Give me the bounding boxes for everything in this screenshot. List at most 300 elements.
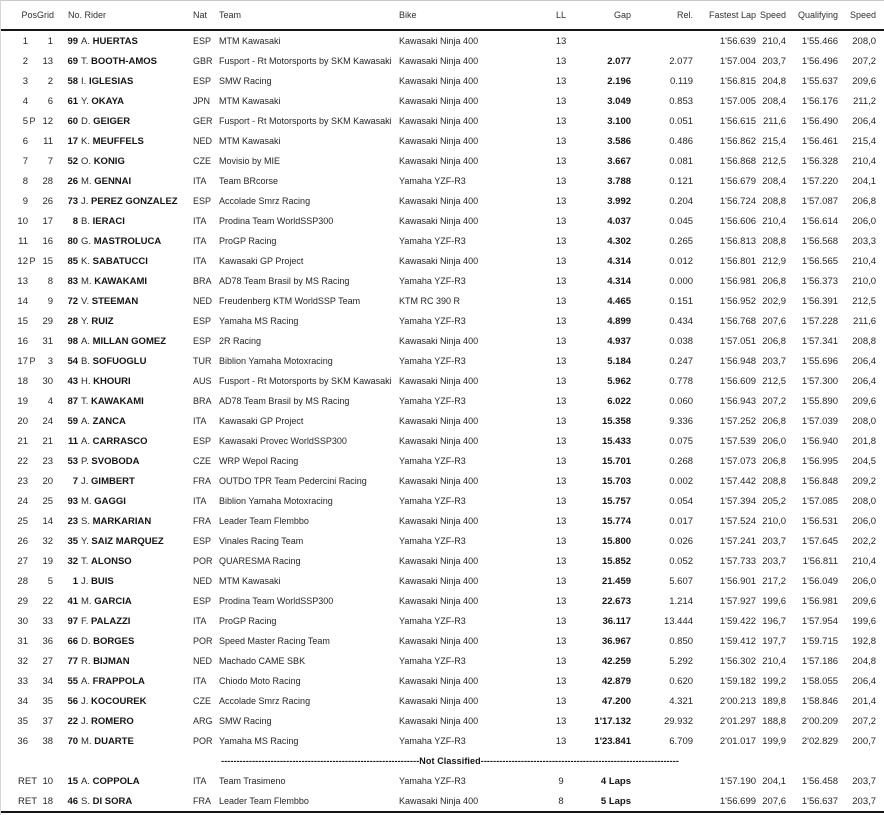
team-cell: Kawasaki GP Project (219, 256, 304, 266)
qualifying-speed-cell: 211,6 (852, 315, 877, 327)
rider-number-cell: 32 (67, 555, 79, 567)
grid-cell: 27 (42, 655, 54, 667)
rider-name-cell (78, 611, 193, 631)
nationality-cell: ITA (193, 776, 207, 786)
rider-surname: MILLAN GOMEZ (92, 335, 166, 347)
nationality-cell: BRA (193, 276, 212, 286)
gap-cell: 3.992 (607, 195, 632, 207)
grid-cell: 34 (42, 675, 54, 687)
qualifying-speed-cell: 210,0 (852, 275, 877, 287)
gap-cell: 2.077 (607, 55, 632, 67)
nationality-cell: ITA (193, 496, 207, 506)
penalty-flag-cell (28, 611, 37, 631)
margin-cell (876, 431, 884, 451)
fastest-lap-cell: 1'56.943 (719, 395, 757, 407)
fastest-lap-cell: 1'59.422 (719, 615, 757, 627)
team-cell: Chiodo Moto Racing (219, 676, 301, 686)
laps-cell: 13 (555, 375, 567, 387)
col-header-fastest-lap: Fastest Lap (709, 10, 757, 20)
rider-initial: T. (81, 395, 89, 407)
bike-cell: Kawasaki Ninja 400 (399, 696, 479, 706)
penalty-flag-cell (28, 331, 37, 351)
fastest-lap-cell: 1'59.182 (719, 675, 757, 687)
rider-surname: KHOURI (93, 375, 131, 387)
rel-cell: 2.077 (669, 55, 694, 67)
col-header-grid: Grid (37, 10, 55, 20)
grid-cell: 29 (42, 315, 54, 327)
rider-surname: ALONSO (91, 555, 132, 567)
margin-cell (876, 271, 884, 291)
qualifying-speed-cell: 206,4 (852, 355, 877, 367)
pos-cell: 34 (17, 695, 28, 707)
bike-cell: Kawasaki Ninja 400 (399, 436, 479, 446)
bike-cell: Kawasaki Ninja 400 (399, 196, 479, 206)
qualifying-speed-cell: 209,6 (852, 595, 877, 607)
qualifying-cell: 1'57.300 (801, 375, 839, 387)
rider-name-cell (78, 231, 193, 251)
laps-cell: 13 (555, 335, 567, 347)
laps-cell: 13 (555, 35, 567, 47)
not-classified-separator (1, 751, 884, 771)
pos-cell: 20 (17, 415, 28, 427)
nationality-cell: FRA (193, 796, 212, 806)
bike-cell: Yamaha YZF-R3 (399, 776, 466, 786)
table-row (1, 131, 884, 151)
pos-cell: 8 (22, 175, 28, 187)
team-cell: Machado CAME SBK (219, 656, 306, 666)
fastest-lap-cell: 1'57.190 (719, 775, 757, 787)
col-header-ll: LL (556, 10, 567, 20)
fastest-lap-cell: 1'56.679 (719, 175, 757, 187)
pos-cell: 27 (17, 555, 28, 567)
qualifying-speed-cell: 207,2 (852, 55, 877, 67)
qualifying-cell: 1'57.220 (801, 175, 839, 187)
pos-cell: 24 (17, 495, 28, 507)
results-table (1, 1, 884, 813)
rider-surname: PEREZ GONZALEZ (91, 195, 178, 207)
qualifying-cell: 1'56.981 (801, 595, 839, 607)
margin-cell (876, 631, 884, 651)
bike-cell: Kawasaki Ninja 400 (399, 336, 479, 346)
qualifying-cell: 1'57.954 (801, 615, 839, 627)
pos-cell: 11 (18, 235, 28, 247)
nationality-cell: ESP (193, 316, 212, 326)
penalty-flag-cell (28, 30, 37, 51)
bike-cell: Kawasaki Ninja 400 (399, 56, 479, 66)
bike-cell: Kawasaki Ninja 400 (399, 116, 479, 126)
qualifying-cell: 1'55.890 (801, 395, 839, 407)
table-row (1, 451, 884, 471)
qualifying-speed-cell: 209,2 (852, 475, 877, 487)
team-cell: SMW Racing (219, 716, 272, 726)
gap-cell: 15.701 (601, 455, 632, 467)
penalty-flag-cell (28, 211, 37, 231)
rel-cell: 0.051 (669, 115, 694, 127)
laps-cell: 13 (555, 515, 567, 527)
rider-name-cell (78, 651, 193, 671)
rel-cell (631, 30, 693, 51)
nationality-cell: BRA (193, 396, 212, 406)
fastest-lap-speed-cell: 199,9 (762, 735, 787, 747)
bike-cell: Kawasaki Ninja 400 (399, 556, 479, 566)
nationality-cell: POR (193, 556, 213, 566)
rider-number-cell: 23 (67, 515, 79, 527)
pos-cell: 15 (17, 315, 28, 327)
pos-cell: 1 (22, 35, 28, 47)
rider-name-cell (78, 111, 193, 131)
margin-cell (876, 571, 884, 591)
grid-cell: 35 (42, 695, 54, 707)
qualifying-speed-cell: 206,8 (852, 195, 877, 207)
gap-cell: 47.200 (601, 695, 632, 707)
penalty-flag-cell (28, 271, 37, 291)
qualifying-speed-cell: 208,8 (852, 335, 877, 347)
rider-initial: A. (81, 35, 90, 47)
fastest-lap-speed-cell: 208,8 (762, 475, 787, 487)
fastest-lap-cell: 1'56.813 (719, 235, 757, 247)
gap-cell: 4.037 (607, 215, 632, 227)
margin-cell (876, 371, 884, 391)
penalty-flag-cell (28, 151, 37, 171)
table-row (1, 671, 884, 691)
margin-cell (876, 651, 884, 671)
rider-initial: F. (81, 615, 89, 627)
pos-cell: 30 (17, 615, 28, 627)
grid-cell: 28 (42, 175, 54, 187)
nationality-cell: ESP (193, 436, 212, 446)
bike-cell: Kawasaki Ninja 400 (399, 416, 479, 426)
penalty-flag-cell (28, 491, 37, 511)
rel-cell: 0.434 (669, 315, 694, 327)
table-row (1, 431, 884, 451)
penalty-flag-cell (28, 471, 37, 491)
qualifying-speed-cell: 200,7 (852, 735, 877, 747)
penalty-flag-cell (28, 71, 37, 91)
retired-results (1, 771, 884, 812)
rider-name-cell (78, 91, 193, 111)
gap-cell: 4.899 (607, 315, 632, 327)
gap-cell: 15.433 (601, 435, 632, 447)
team-cell: Prodina Team WorldSSP300 (219, 216, 334, 226)
qualifying-cell: 1'57.186 (801, 655, 839, 667)
laps-cell: 13 (555, 155, 567, 167)
grid-cell: 8 (47, 275, 54, 287)
rider-initial: Y. (81, 535, 89, 547)
fastest-lap-speed-cell: 203,7 (762, 555, 787, 567)
grid-cell: 13 (42, 55, 54, 67)
table-row (1, 731, 884, 751)
table-row (1, 311, 884, 331)
team-cell: Team Trasimeno (219, 776, 286, 786)
qualifying-speed-cell: 208,0 (852, 495, 877, 507)
qualifying-speed-cell: 192,8 (852, 635, 877, 647)
table-row (1, 331, 884, 351)
rider-name-cell (78, 251, 193, 271)
rider-surname: OKAYA (91, 95, 124, 107)
nationality-cell: CZE (193, 456, 212, 466)
bike-cell: Kawasaki Ninja 400 (399, 576, 479, 586)
rider-surname: SVOBODA (91, 455, 140, 467)
table-row (1, 291, 884, 311)
fastest-lap-cell: 1'57.004 (719, 55, 757, 67)
penalty-flag-cell (28, 171, 37, 191)
rider-initial: P. (81, 455, 89, 467)
fastest-lap-cell: 2'01.017 (719, 735, 757, 747)
qualifying-cell: 1'56.496 (801, 55, 839, 67)
table-row (1, 691, 884, 711)
pos-cell: 6 (22, 135, 28, 147)
grid-cell: 18 (42, 795, 54, 807)
fastest-lap-cell: 1'57.524 (719, 515, 757, 527)
col-header-no-rider: No. Rider (68, 10, 107, 20)
grid-cell: 38 (42, 735, 54, 747)
penalty-flag-cell (28, 411, 37, 431)
rider-name-cell (78, 571, 193, 591)
margin-cell (876, 311, 884, 331)
rider-surname: PALAZZI (91, 615, 131, 627)
penalty-flag-cell (28, 631, 37, 651)
grid-cell: 1 (47, 35, 54, 47)
fastest-lap-cell: 1'56.699 (719, 795, 757, 807)
rider-initial: R. (81, 655, 91, 667)
table-row (1, 251, 884, 271)
rel-cell: 0.026 (669, 535, 694, 547)
grid-cell: 15 (42, 255, 54, 267)
qualifying-cell: 1'56.391 (801, 295, 839, 307)
table-row (1, 511, 884, 531)
rider-number-cell: 11 (67, 435, 79, 447)
grid-cell: 16 (42, 235, 54, 247)
rider-name-cell (78, 711, 193, 731)
penalty-flag-cell (28, 391, 37, 411)
rider-name-cell (78, 71, 193, 91)
rider-initial: M. (81, 175, 92, 187)
nationality-cell: ITA (193, 236, 207, 246)
rider-name-cell (78, 691, 193, 711)
table-row (1, 411, 884, 431)
gap-cell: 4.465 (607, 295, 632, 307)
rider-initial: T. (81, 55, 89, 67)
penalty-flag-cell (28, 451, 37, 471)
nationality-cell: TUR (193, 356, 212, 366)
qualifying-cell: 1'55.466 (801, 35, 839, 47)
pos-cell: 26 (17, 535, 28, 547)
table-row (1, 771, 884, 791)
rider-number-cell: 80 (67, 235, 79, 247)
fastest-lap-cell: 2'01.297 (719, 715, 757, 727)
margin-cell (876, 251, 884, 271)
rider-name-cell (78, 451, 193, 471)
qualifying-cell: 1'57.341 (801, 335, 839, 347)
rel-cell: 0.850 (669, 635, 694, 647)
team-cell: OUTDO TPR Team Pedercini Racing (219, 476, 367, 486)
nationality-cell: NED (193, 656, 213, 666)
rider-surname: COPPOLA (92, 775, 140, 787)
rider-initial: M. (81, 735, 92, 747)
laps-cell: 9 (558, 775, 564, 787)
rider-surname: MEUFFELS (92, 135, 144, 147)
fastest-lap-speed-cell: 203,7 (762, 55, 787, 67)
rider-number-cell: 93 (67, 495, 79, 507)
qualifying-cell: 1'56.565 (801, 255, 839, 267)
laps-cell: 13 (555, 135, 567, 147)
table-row (1, 171, 884, 191)
laps-cell: 13 (555, 395, 567, 407)
qualifying-cell: 1'56.614 (801, 215, 839, 227)
grid-cell: 20 (42, 475, 54, 487)
fastest-lap-speed-cell: 207,6 (762, 795, 787, 807)
rel-cell: 0.204 (669, 195, 694, 207)
table-row (1, 791, 884, 812)
nationality-cell: GBR (193, 56, 213, 66)
rider-surname: DUARTE (94, 735, 134, 747)
gap-cell: 1'17.132 (594, 715, 632, 727)
pos-cell: 31 (17, 635, 28, 647)
rider-initial: M. (81, 275, 92, 287)
rel-cell: 0.486 (669, 135, 694, 147)
team-cell: Kawasaki Provec WorldSSP300 (219, 436, 347, 446)
table-row (1, 571, 884, 591)
table-row (1, 51, 884, 71)
rider-surname: HUERTAS (92, 35, 138, 47)
laps-cell: 13 (555, 435, 567, 447)
qualifying-speed-cell: 211,2 (852, 95, 877, 107)
rider-surname: GIMBERT (91, 475, 135, 487)
rider-name-cell (78, 351, 193, 371)
rel-cell: 0.778 (669, 375, 694, 387)
margin-cell (876, 691, 884, 711)
rider-name-cell (78, 431, 193, 451)
margin-cell (876, 391, 884, 411)
rider-initial: B. (81, 355, 90, 367)
pos-cell: 5 (22, 115, 28, 127)
pos-cell: 16 (17, 335, 28, 347)
nationality-cell: ESP (193, 336, 212, 346)
gap-cell: 4.314 (607, 255, 632, 267)
bike-cell: Yamaha YZF-R3 (399, 236, 466, 246)
team-cell: MTM Kawasaki (219, 36, 281, 46)
bike-cell: Kawasaki Ninja 400 (399, 76, 479, 86)
rider-surname: ZANCA (92, 415, 126, 427)
fastest-lap-cell: 1'56.952 (719, 295, 757, 307)
qualifying-speed-cell: 201,8 (852, 435, 877, 447)
fastest-lap-cell: 1'56.639 (719, 35, 757, 47)
rider-number-cell: 15 (67, 775, 79, 787)
nationality-cell: JPN (193, 96, 211, 106)
rider-initial: T. (81, 555, 89, 567)
col-header-nat: Nat (193, 10, 208, 20)
fastest-lap-cell: 1'57.394 (719, 495, 757, 507)
margin-cell (876, 291, 884, 311)
fastest-lap-cell: 1'56.815 (719, 75, 757, 87)
rider-initial: A. (81, 775, 90, 787)
gap-cell: 5.962 (607, 375, 632, 387)
rel-cell: 0.247 (669, 355, 694, 367)
pos-cell: 32 (17, 655, 28, 667)
fastest-lap-speed-cell: 206,8 (762, 415, 787, 427)
bike-cell: Kawasaki Ninja 400 (399, 596, 479, 606)
gap-cell: 15.800 (601, 535, 632, 547)
fastest-lap-cell: 1'56.302 (719, 655, 757, 667)
gap-cell: 2.196 (607, 75, 632, 87)
gap-cell: 5 Laps (600, 795, 632, 807)
qualifying-cell: 1'56.461 (801, 135, 839, 147)
fastest-lap-speed-cell: 199,2 (762, 675, 787, 687)
nationality-cell: NED (193, 296, 213, 306)
rider-name-cell (78, 191, 193, 211)
laps-cell: 13 (555, 575, 567, 587)
nationality-cell: CZE (193, 156, 212, 166)
grid-cell: 5 (47, 575, 54, 587)
margin-cell (876, 351, 884, 371)
nationality-cell: POR (193, 636, 213, 646)
rider-number-cell: 55 (67, 675, 79, 687)
qualifying-speed-cell: 206,4 (852, 115, 877, 127)
nationality-cell: ESP (193, 76, 212, 86)
grid-cell: 31 (42, 335, 54, 347)
pos-cell: 2 (22, 55, 28, 67)
col-header-speed: Speed (760, 10, 787, 20)
team-cell: Fusport - Rt Motorsports by SKM Kawasaki (219, 56, 392, 66)
rel-cell: 9.336 (669, 415, 694, 427)
qualifying-cell: 1'58.846 (801, 695, 839, 707)
grid-cell: 10 (42, 775, 54, 787)
bike-cell: Yamaha YZF-R3 (399, 616, 466, 626)
qualifying-speed-cell: 210,4 (852, 155, 877, 167)
fastest-lap-cell: 1'56.801 (719, 255, 757, 267)
nationality-cell: GER (193, 116, 213, 126)
rider-number-cell: 58 (67, 75, 79, 87)
nationality-cell: NED (193, 576, 213, 586)
team-cell: SMW Racing (219, 76, 272, 86)
bike-cell: Yamaha YZF-R3 (399, 456, 466, 466)
rider-name-cell (78, 30, 193, 51)
rider-number-cell: 46 (67, 795, 79, 807)
gap-cell (571, 30, 631, 51)
rider-initial: J. (81, 695, 89, 707)
penalty-flag-cell (28, 371, 37, 391)
rider-initial: I. (81, 75, 87, 87)
team-cell: AD78 Team Brasil by MS Racing (219, 276, 350, 286)
gap-cell: 3.100 (607, 115, 632, 127)
rider-number-cell: 43 (67, 375, 79, 387)
fastest-lap-speed-cell: 211,6 (762, 115, 787, 127)
nationality-cell: ITA (193, 216, 207, 226)
gap-cell: 22.673 (601, 595, 632, 607)
rider-surname: BIJMAN (93, 655, 130, 667)
fastest-lap-speed-cell: 206,8 (762, 455, 787, 467)
rel-cell: 0.853 (669, 95, 694, 107)
team-cell: Prodina Team WorldSSP300 (219, 596, 334, 606)
rider-surname: KONIG (93, 155, 125, 167)
penalty-flag-cell: P (29, 116, 36, 126)
fastest-lap-cell: 1'56.948 (719, 355, 757, 367)
rider-number-cell: 52 (67, 155, 79, 167)
gap-cell: 3.667 (607, 155, 632, 167)
margin-cell (876, 71, 884, 91)
pos-cell: 23 (17, 475, 28, 487)
rider-surname: RUIZ (91, 315, 114, 327)
qualifying-cell: 1'57.645 (801, 535, 839, 547)
penalty-flag-cell (28, 531, 37, 551)
fastest-lap-cell: 1'56.901 (719, 575, 757, 587)
margin-cell (876, 131, 884, 151)
bike-cell: Yamaha YZF-R3 (399, 396, 466, 406)
grid-cell: 37 (42, 715, 54, 727)
laps-cell: 13 (555, 75, 567, 87)
nationality-cell: ITA (193, 256, 207, 266)
qualifying-cell: 1'57.039 (801, 415, 839, 427)
